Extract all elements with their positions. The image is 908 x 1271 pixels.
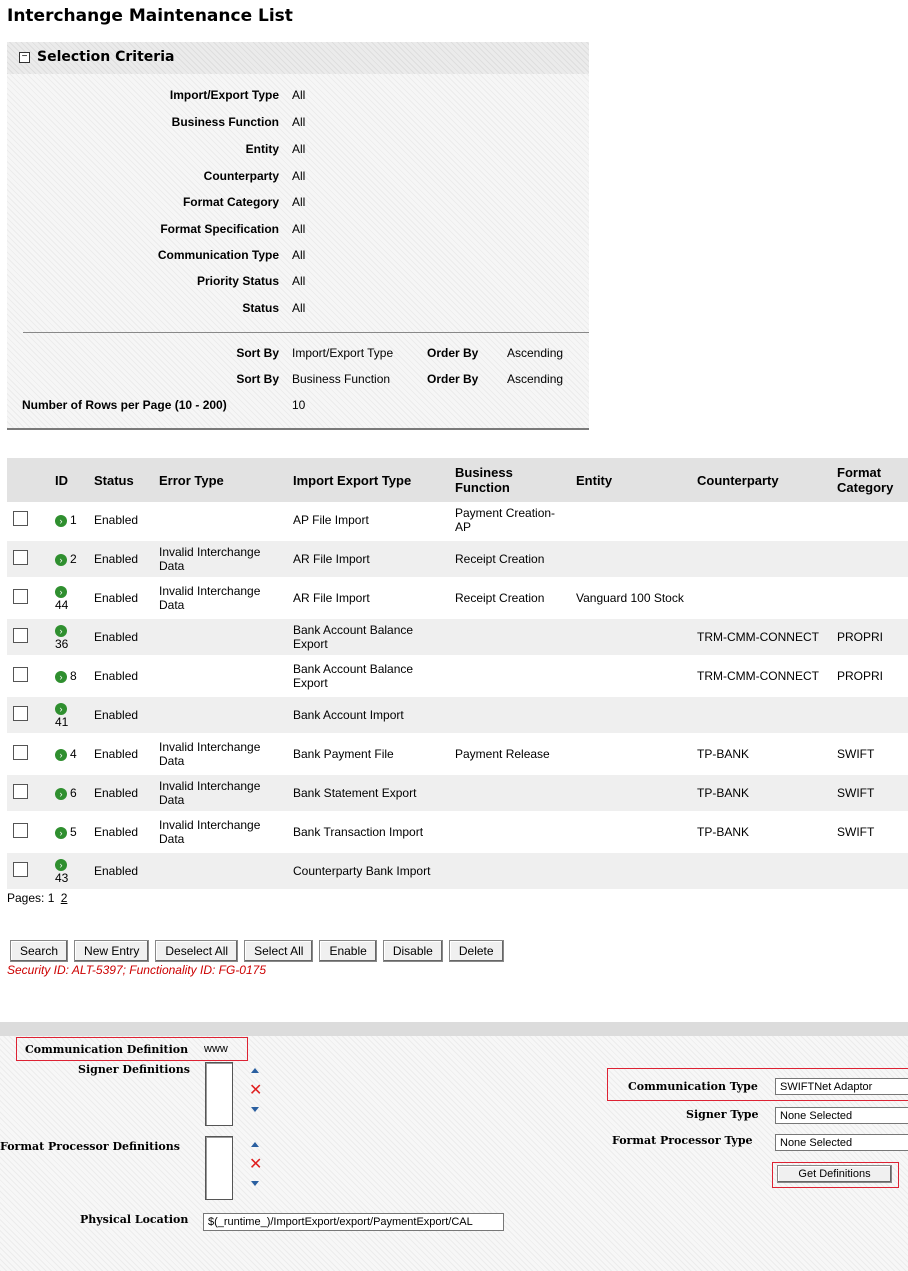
page-1: 1 <box>47 891 55 905</box>
row-id: 2 <box>70 552 77 566</box>
row-id: 41 <box>55 715 69 729</box>
error-type-cell <box>155 502 289 540</box>
order-label: Order By <box>427 372 479 386</box>
criteria-value: All <box>292 142 306 156</box>
row-id: 36 <box>55 637 69 651</box>
entity-cell <box>572 696 693 735</box>
criteria-label: Import/Export Type <box>169 88 279 102</box>
format-processor-definitions-list[interactable] <box>205 1136 233 1200</box>
import-export-type-cell: Bank Account Balance Export <box>289 657 451 696</box>
format-category-cell: PROPRI <box>833 657 908 696</box>
row-checkbox[interactable] <box>13 589 28 604</box>
business-function-cell <box>451 696 572 735</box>
format-category-cell: PROPRI <box>833 618 908 657</box>
rows-per-page-value: 10 <box>292 398 306 412</box>
table-row <box>7 502 908 540</box>
criteria-divider <box>23 332 589 333</box>
id-cell <box>51 502 90 540</box>
order-label: Order By <box>427 346 479 360</box>
column-header-entity[interactable]: Entity <box>572 458 693 502</box>
row-id: 1 <box>70 513 77 527</box>
error-type-cell <box>155 852 289 891</box>
go-arrow-icon[interactable]: › <box>55 586 67 598</box>
signer-definitions-list[interactable] <box>205 1062 233 1126</box>
error-type-cell: Invalid Interchange Data <box>155 774 289 813</box>
go-arrow-icon[interactable]: › <box>55 788 67 800</box>
signer-type-select[interactable]: None Selected <box>775 1107 908 1124</box>
id-cell <box>51 852 90 891</box>
criteria-value: All <box>292 88 306 102</box>
status-cell: Enabled <box>90 696 155 735</box>
go-arrow-icon[interactable]: › <box>55 703 67 715</box>
counterparty-cell <box>693 696 833 735</box>
row-id: 8 <box>70 669 77 683</box>
criteria-label: Status <box>242 301 279 315</box>
format-processor-type-select[interactable]: None Selected <box>775 1134 908 1151</box>
order-value: Ascending <box>507 346 564 360</box>
entity-cell: Vanguard 100 Stock <box>572 579 693 618</box>
column-header-status[interactable]: Status <box>90 458 155 502</box>
enable-button[interactable]: Enable <box>319 940 376 962</box>
import-export-type-cell: Bank Transaction Import <box>289 813 451 852</box>
order-value: Ascending <box>507 372 564 386</box>
header-line: Format <box>837 465 882 480</box>
select-all-button[interactable]: Select All <box>244 940 313 962</box>
criteria-label: Communication Type <box>157 248 279 262</box>
get-definitions-button[interactable]: Get Definitions <box>777 1165 892 1183</box>
format-category-cell <box>833 502 908 540</box>
counterparty-cell: TP-BANK <box>693 774 833 813</box>
row-select-cell <box>7 735 51 774</box>
column-header-business-function[interactable] <box>451 458 572 502</box>
criteria-label: Entity <box>245 142 279 156</box>
import-export-type-cell: Bank Account Import <box>289 696 451 735</box>
row-id: 5 <box>70 825 77 839</box>
format-category-cell <box>833 696 908 735</box>
row-select-cell <box>7 774 51 813</box>
business-function-cell <box>451 657 572 696</box>
business-function-cell <box>451 618 572 657</box>
business-function-cell <box>451 774 572 813</box>
page-2-link[interactable]: 2 <box>60 891 68 905</box>
business-function-cell: Payment Creation- AP <box>451 502 572 540</box>
format-category-cell: SWIFT <box>833 774 908 813</box>
criteria-row-business-function <box>7 112 589 132</box>
counterparty-cell <box>693 579 833 618</box>
table-row <box>7 618 908 657</box>
business-function-cell <box>451 813 572 852</box>
criteria-label: Business Function <box>171 115 279 129</box>
counterparty-cell <box>693 852 833 891</box>
selection-criteria-panel <box>7 42 589 430</box>
deselect-all-button[interactable]: Deselect All <box>155 940 238 962</box>
status-cell: Enabled <box>90 579 155 618</box>
move-down-icon[interactable] <box>251 1107 259 1112</box>
criteria-label: Counterparty <box>203 169 279 183</box>
entity-cell <box>572 813 693 852</box>
id-cell <box>51 735 90 774</box>
criteria-row-counterparty <box>7 166 589 186</box>
id-cell <box>51 774 90 813</box>
status-cell: Enabled <box>90 618 155 657</box>
criteria-row-import-export-type <box>7 85 589 105</box>
entity-cell <box>572 735 693 774</box>
counterparty-cell <box>693 540 833 579</box>
row-select-cell <box>7 540 51 579</box>
row-checkbox[interactable] <box>13 706 28 721</box>
sort-row-2 <box>7 369 589 389</box>
status-cell: Enabled <box>90 657 155 696</box>
business-function-cell <box>451 852 572 891</box>
row-checkbox[interactable] <box>13 784 28 799</box>
row-checkbox[interactable] <box>13 862 28 877</box>
row-checkbox[interactable] <box>13 823 28 838</box>
signer-type-label: Signer Type <box>686 1108 759 1121</box>
criteria-row-format-specification <box>7 219 589 239</box>
go-arrow-icon[interactable]: › <box>55 671 67 683</box>
move-down-icon[interactable] <box>251 1181 259 1186</box>
counterparty-cell: TP-BANK <box>693 735 833 774</box>
entity-cell <box>572 657 693 696</box>
disable-button[interactable]: Disable <box>383 940 443 962</box>
sort-label: Sort By <box>236 346 279 360</box>
table-row <box>7 696 908 735</box>
criteria-label: Format Category <box>182 195 279 209</box>
communication-definition-label: Communication Definition <box>25 1043 189 1056</box>
entity-cell <box>572 502 693 540</box>
table-row <box>7 735 908 774</box>
status-cell: Enabled <box>90 774 155 813</box>
table-row <box>7 774 908 813</box>
entity-cell <box>572 774 693 813</box>
go-arrow-icon[interactable]: › <box>55 554 67 566</box>
search-button[interactable]: Search <box>10 940 68 962</box>
communication-type-label: Communication Type <box>628 1080 758 1093</box>
status-cell: Enabled <box>90 502 155 540</box>
format-category-cell <box>833 852 908 891</box>
import-export-type-cell: Bank Payment File <box>289 735 451 774</box>
physical-location-input[interactable]: $(_runtime_)/ImportExport/export/PaymentExport/CAL <box>203 1213 504 1231</box>
criteria-value: All <box>292 169 306 183</box>
criteria-value: All <box>292 274 306 288</box>
row-checkbox[interactable] <box>13 628 28 643</box>
criteria-row-status <box>7 298 589 318</box>
interchange-table <box>7 458 908 892</box>
import-export-type-cell: Counterparty Bank Import <box>289 852 451 891</box>
sort-row-1 <box>7 343 589 363</box>
security-id-text: Security ID: ALT-5397; Functionality ID: FG-0175 <box>7 963 267 977</box>
go-arrow-icon[interactable]: › <box>55 515 67 527</box>
criteria-label: Priority Status <box>196 274 279 288</box>
import-export-type-cell: AP File Import <box>289 502 451 540</box>
page-title: Interchange Maintenance List <box>7 6 293 26</box>
column-header-format-category[interactable] <box>833 458 908 502</box>
table-row <box>7 657 908 696</box>
error-type-cell <box>155 696 289 735</box>
id-cell <box>51 540 90 579</box>
import-export-type-cell: AR File Import <box>289 540 451 579</box>
move-up-icon[interactable] <box>251 1068 259 1073</box>
counterparty-cell: TRM-CMM-CONNECT <box>693 657 833 696</box>
row-id: 4 <box>70 747 77 761</box>
table-row <box>7 540 908 579</box>
format-category-cell: SWIFT <box>833 813 908 852</box>
row-checkbox[interactable] <box>13 667 28 682</box>
row-id: 6 <box>70 786 77 800</box>
id-cell <box>51 813 90 852</box>
row-checkbox[interactable] <box>13 745 28 760</box>
column-header-counterparty[interactable]: Counterparty <box>693 458 833 502</box>
rows-per-page-label: Number of Rows per Page (10 - 200) <box>22 398 227 412</box>
format-category-cell: SWIFT <box>833 735 908 774</box>
id-cell <box>51 696 90 735</box>
counterparty-cell: TP-BANK <box>693 813 833 852</box>
communication-definition-value: www <box>204 1043 228 1055</box>
sort-label: Sort By <box>236 372 279 386</box>
criteria-value: All <box>292 222 306 236</box>
table-header-row <box>7 458 908 502</box>
column-header-error-type[interactable]: Error Type <box>155 458 289 502</box>
row-select-cell <box>7 579 51 618</box>
rows-per-page-row <box>7 395 589 415</box>
collapse-toggle-icon[interactable]: − <box>19 52 30 63</box>
error-type-cell <box>155 618 289 657</box>
header-line: Category <box>837 480 894 495</box>
business-function-cell: Payment Release <box>451 735 572 774</box>
header-line: Function <box>455 480 510 495</box>
remove-icon[interactable]: ✕ <box>249 1156 263 1173</box>
row-checkbox[interactable] <box>13 511 28 526</box>
row-checkbox[interactable] <box>13 550 28 565</box>
sort-value: Import/Export Type <box>292 346 394 360</box>
selection-criteria-header[interactable] <box>7 42 589 74</box>
entity-cell <box>572 540 693 579</box>
column-header-id[interactable]: ID <box>51 458 90 502</box>
error-type-cell: Invalid Interchange Data <box>155 540 289 579</box>
error-type-cell <box>155 657 289 696</box>
import-export-type-cell: Bank Account Balance Export <box>289 618 451 657</box>
criteria-value: All <box>292 248 306 262</box>
entity-cell <box>572 618 693 657</box>
criteria-label: Format Specification <box>160 222 279 236</box>
entity-cell <box>572 852 693 891</box>
table-row <box>7 852 908 891</box>
new-entry-button[interactable]: New Entry <box>74 940 149 962</box>
row-select-cell <box>7 813 51 852</box>
counterparty-cell <box>693 502 833 540</box>
import-export-type-cell: Bank Statement Export <box>289 774 451 813</box>
communication-type-select[interactable]: SWIFTNet Adaptor <box>775 1078 908 1095</box>
error-type-cell: Invalid Interchange Data <box>155 813 289 852</box>
error-type-cell: Invalid Interchange Data <box>155 735 289 774</box>
row-id: 43 <box>55 871 69 885</box>
selection-criteria-title: Selection Criteria <box>37 49 175 65</box>
go-arrow-icon[interactable]: › <box>55 625 67 637</box>
business-function-cell: Receipt Creation <box>451 540 572 579</box>
delete-button[interactable]: Delete <box>449 940 504 962</box>
physical-location-label: Physical Location <box>80 1213 189 1226</box>
go-arrow-icon[interactable]: › <box>55 859 67 871</box>
error-type-cell: Invalid Interchange Data <box>155 579 289 618</box>
criteria-value: All <box>292 301 306 315</box>
format-category-cell <box>833 579 908 618</box>
move-up-icon[interactable] <box>251 1142 259 1147</box>
status-cell: Enabled <box>90 735 155 774</box>
go-arrow-icon[interactable]: › <box>55 749 67 761</box>
criteria-row-entity <box>7 139 589 159</box>
header-line: Business <box>455 465 513 480</box>
format-category-cell <box>833 540 908 579</box>
row-select-cell <box>7 696 51 735</box>
pagination <box>7 891 67 905</box>
select-column-header <box>7 458 51 502</box>
row-select-cell <box>7 657 51 696</box>
criteria-row-communication-type <box>7 245 589 265</box>
pages-label: Pages: <box>7 891 45 905</box>
id-cell <box>51 618 90 657</box>
criteria-row-format-category <box>7 192 589 212</box>
status-cell: Enabled <box>90 540 155 579</box>
definition-panel-header <box>0 1022 908 1036</box>
row-select-cell <box>7 852 51 891</box>
criteria-row-priority-status <box>7 271 589 291</box>
row-select-cell <box>7 618 51 657</box>
id-cell <box>51 579 90 618</box>
row-id: 44 <box>55 598 69 612</box>
criteria-value: All <box>292 115 306 129</box>
criteria-value: All <box>292 195 306 209</box>
counterparty-cell: TRM-CMM-CONNECT <box>693 618 833 657</box>
format-processor-definitions-label: Format Processor Definitions <box>0 1140 180 1153</box>
row-select-cell <box>7 502 51 540</box>
import-export-type-cell: AR File Import <box>289 579 451 618</box>
signer-definitions-label: Signer Definitions <box>78 1063 190 1076</box>
status-cell: Enabled <box>90 813 155 852</box>
table-row <box>7 579 908 618</box>
id-cell <box>51 657 90 696</box>
status-cell: Enabled <box>90 852 155 891</box>
sort-value: Business Function <box>292 372 391 386</box>
go-arrow-icon[interactable]: › <box>55 827 67 839</box>
action-toolbar <box>10 940 510 962</box>
table-row <box>7 813 908 852</box>
business-function-cell: Receipt Creation <box>451 579 572 618</box>
format-processor-type-label: Format Processor Type <box>612 1134 753 1147</box>
column-header-import-export-type[interactable]: Import Export Type <box>289 458 451 502</box>
remove-icon[interactable]: ✕ <box>249 1082 263 1099</box>
